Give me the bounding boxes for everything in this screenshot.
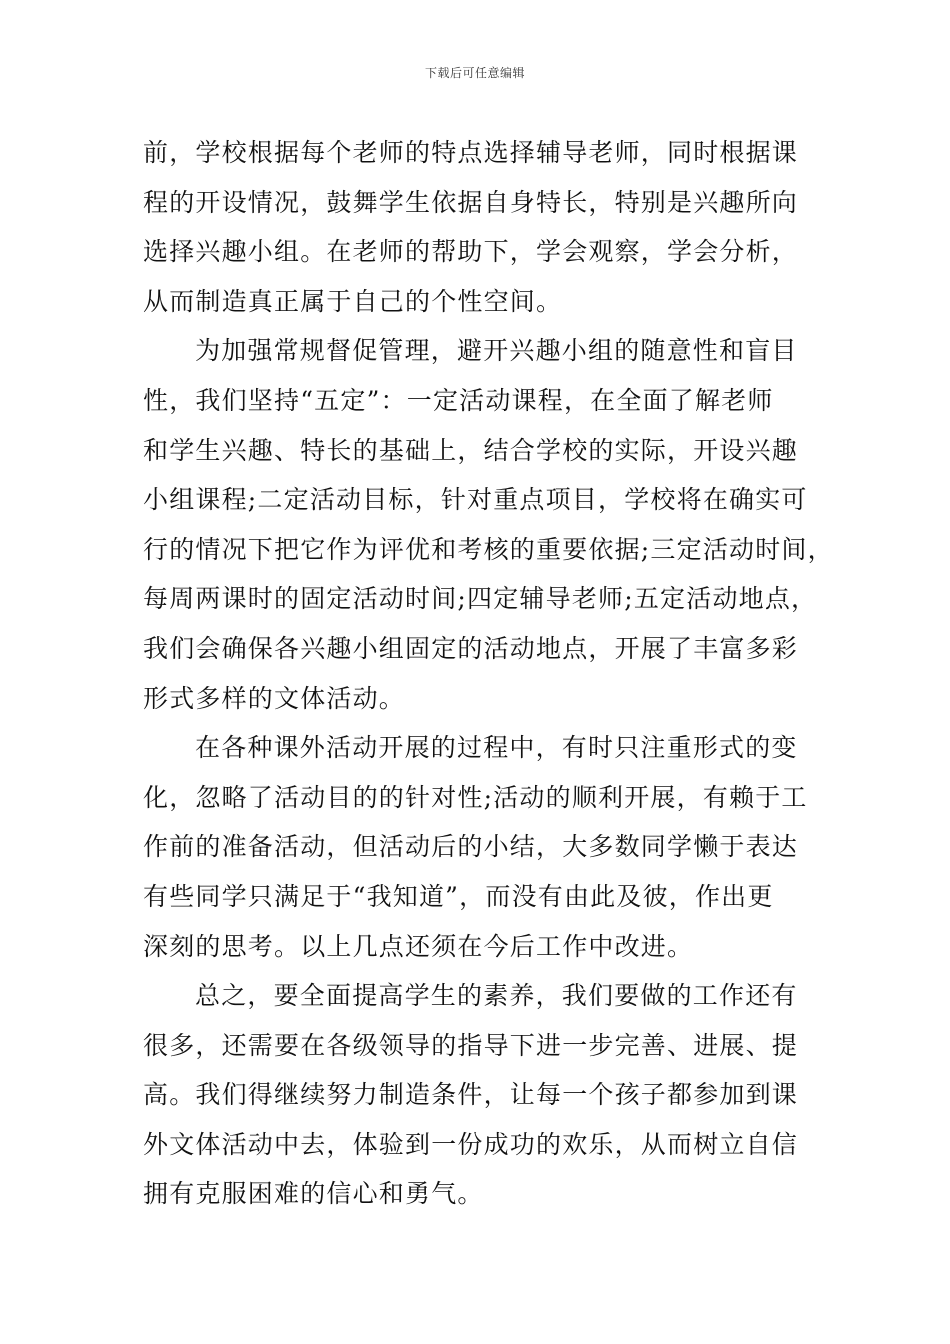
text-line: 和学生兴趣、特长的基础上，结合学校的实际，开设兴趣 — [143, 435, 799, 465]
paragraph-4 — [143, 971, 813, 1219]
text-line: 选择兴趣小组。在老师的帮助下，学会观察，学会分析， — [143, 237, 799, 267]
text-line: 我们会确保各兴趣小组固定的活动地点，开展了丰富多彩 — [143, 633, 799, 663]
text-line: 形式多样的文体活动。 — [143, 683, 406, 713]
text-line: 前，学校根据每个老师的特点选择辅导老师，同时根据课 — [143, 138, 799, 167]
text-line: 作前的准备活动，但活动后的小结，大多数同学懒于表达 — [143, 832, 799, 862]
text-line: 为加强常规督促管理，避开兴趣小组的随意性和盲目 — [195, 336, 798, 366]
text-line: 高。我们得继续努力制造条件，让每一个孩子都参加到课 — [143, 1080, 799, 1110]
text-line: 小组课程;二定活动目标，针对重点项目，学校将在确实可 — [143, 485, 808, 515]
text-line: 有些同学只满足于“我知道”，而没有由此及彼，作出更 — [143, 881, 774, 911]
text-line: 每周两课时的固定活动时间;四定辅导老师;五定活动地点， — [143, 584, 818, 614]
text-line: 很多，还需要在各级领导的指导下进一步完善、进展、提 — [143, 1030, 799, 1060]
paragraph-3 — [143, 723, 813, 971]
paragraph-1 — [143, 128, 813, 326]
text-line: 深刻的思考。以上几点还须在今后工作中改进。 — [143, 931, 694, 961]
text-line: 行的情况下把它作为评优和考核的重要依据;三定活动时间， — [143, 534, 834, 564]
text-line: 在各种课外活动开展的过程中，有时只注重形式的变 — [195, 733, 798, 763]
text-line: 程的开设情况，鼓舞学生依据自身特长，特别是兴趣所向 — [143, 187, 799, 217]
page-header: 下载后可任意编辑 — [424, 66, 525, 80]
text-line: 化，忽略了活动目的的针对性;活动的顺利开展，有赖于工 — [143, 782, 808, 812]
text-line: 从而制造真正属于自己的个性空间。 — [143, 286, 563, 316]
document-body — [143, 128, 834, 1219]
text-line: 性，我们坚持“五定”：一定活动课程，在全面了解老师 — [143, 385, 774, 415]
text-line: 拥有克服困难的信心和勇气。 — [143, 1179, 484, 1209]
paragraph-2 — [143, 326, 834, 723]
text-line: 总之，要全面提高学生的素养，我们要做的工作还有 — [195, 981, 798, 1011]
text-line: 外文体活动中去，体验到一份成功的欢乐，从而树立自信 — [143, 1129, 799, 1159]
